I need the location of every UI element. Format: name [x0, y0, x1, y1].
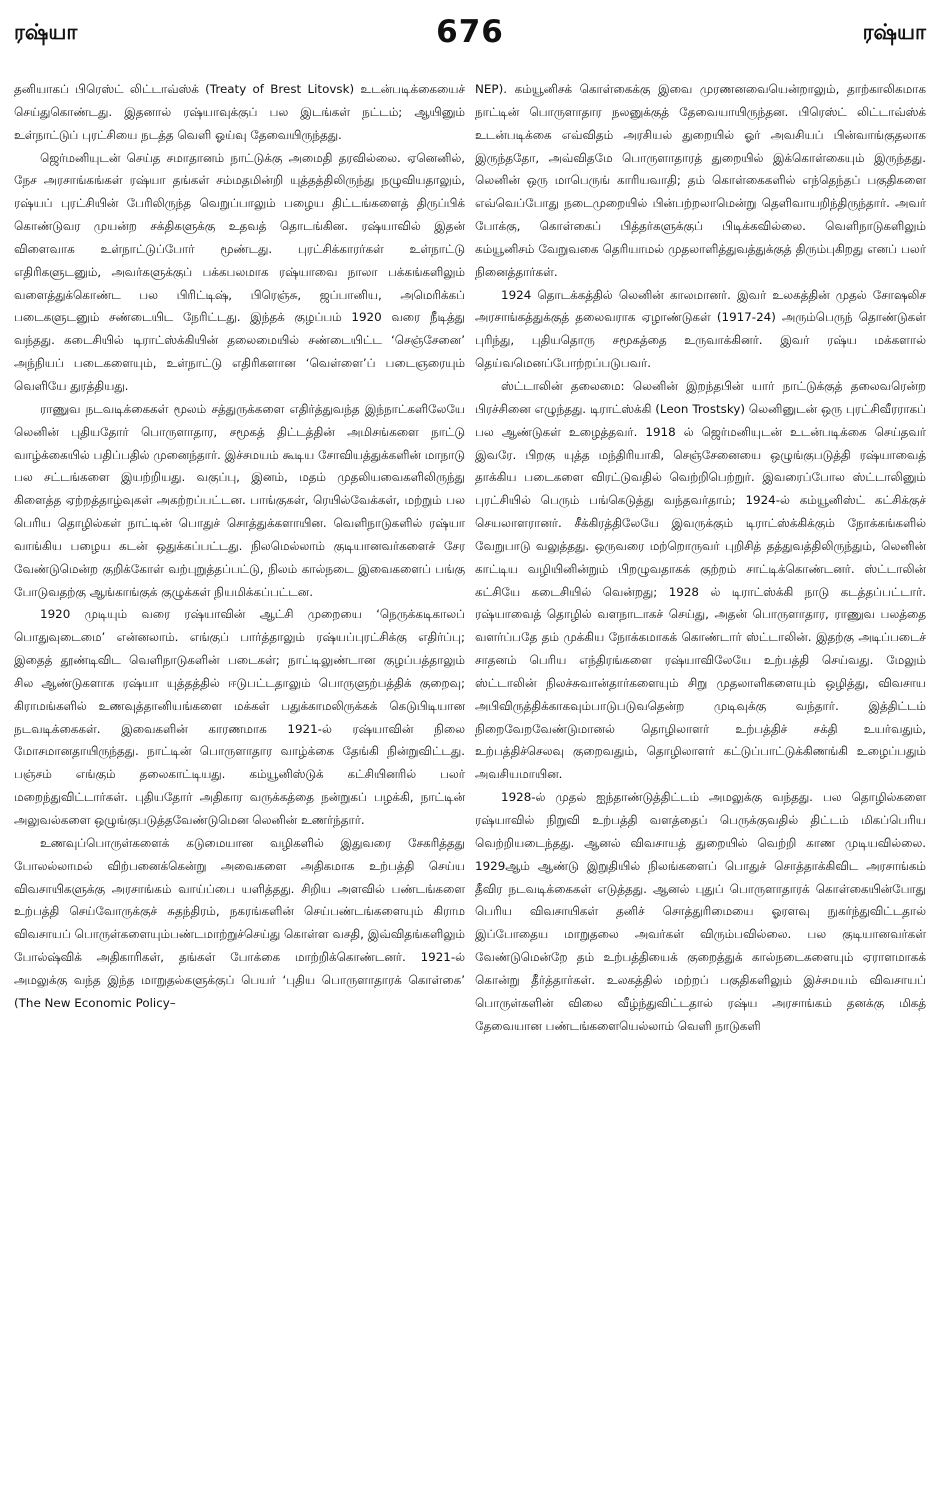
- paragraph: NEP). கம்யூனிசக் கொள்கைக்கு இவை முரணனவையென்றாலும், தாற்காலிகமாக நாட்டின் பொருளாதார நலனுக்குத் தேவையாயிருந்தன. பிரெஸ்ட் லிட்டாவ்ஸ்க் உடன்படிக்கை எவ்விதம் அரசியல் துறையில் ஓர் அவசியப் பின்வாங்குதலாக இருந்ததோ, அவ்விதமே பொருளாதாரத் துறையில் இக்கொள்கையும் இருந்தது. லெனின் ஒரு மாபெருங் காரியவாதி; தம் கொள்கைகளில் எந்தெந்தப் பகுதிகளை எவ்வெப்போது நடைமுறையில் பின்பற்றலாமென்று தெளிவாயறிந்திருந்தார். அவர் போக்கு, கொள்கைப் பித்தர்களுக்குப் பிடிக்கவில்லை. வெளிநாடுகளிலும் கம்யூனிசம் வேறுவகை தெரியாமல் முதலாளித்துவத்துக்குத் திரும்புகிறது எனப் பலர் நினைத்தார்கள்.: [475, 82, 926, 279]
- text-columns: [14, 78, 926, 1483]
- right-column: [475, 78, 926, 1483]
- paragraph: ஜெர்மனியுடன் செய்த சமாதானம் நாட்டுக்கு அமைதி தரவில்லை. ஏனெனில், நேச அரசாங்கங்கள் ரஷ்யா தங்கள் சம்மதமின்றி யுத்தத்திலிருந்து நழுவியதாலும், ரஷ்யப் புரட்சியின் பேரிலிருந்த வெறுப்பாலும் பழைய திட்டங்களைத் திருப்பிக் கொண்டுவர முயன்ற சக்திகளுக்கு உதவத் தொடங்கின. ரஷ்யாவில் இதன் விளைவாக உள்நாட்டுப்போர் மூண்டது. புரட்சிக்காரர்கள் உள்நாட்டு எதிரிகளுடனும், அவர்களுக்குப் பக்கபலமாக ரஷ்யாவை நாலா பக்கங்களிலும் வளைத்துக்கொண்ட பல பிரிட்டிஷ், பிரெஞ்சு, ஜப்பானிய, அமெரிக்கப் படைகளுடனும் சண்டையிட நேரிட்டது. இந்தக் குழப்பம் 1920 வரை நீடித்து வந்தது. கடைசியில் டிராட்ஸ்க்கியின் தலைமையில் சண்டையிட்ட ‘செஞ்சேனை’ அந்நியப் படைகளையும், உள்நாட்டு எதிரிகளான ‘வெள்ளை’ப் படைஞரையும் வெளியே துரத்தியது.: [14, 150, 465, 393]
- page-number: 676: [436, 14, 504, 50]
- paragraph: உணவுப்பொருள்களைக் கடுமையான வழிகளில் இதுவரை சேகரித்தது போலல்லாமல் விற்பனைக்கென்று அவைகளை அதிகமாக உற்பத்தி செய்ய விவசாயிகளுக்கு அரசாங்கம் வாய்ப்பை யளித்தது. சிறிய அளவில் பண்டங்களை உற்பத்தி செய்வோருக்குச் சுதந்திரம், நகரங்களின் செய்பண்டங்களையும் கிராம விவசாயப் பொருள்களையும்பண்டமாற்றுச்செய்து கொள்ள வசதி, இவ்விதங்களிலும் போல்ஷ்விக் அதிகாரிகள், தங்கள் போக்கை மாற்றிக்கொண்டனர். 1921-ல் அமலுக்கு வந்த இந்த மாறுதல்களுக்குப் பெயர் ‘புதிய பொருளாதாரக் கொள்கை’ (The New Economic Policy–: [14, 835, 465, 1010]
- paragraph: ராணுவ நடவடிக்கைகள் மூலம் சத்துருக்களை எதிர்த்துவந்த இந்நாட்களிலேயே லெனின் புதியதோர் பொருளாதார, சமூகத் திட்டத்தின் அமிசங்களை நாட்டு வாழ்க்கையில் பதிப்பதில் முனைந்தார். இச்சமயம் கூடிய சோவியத்துக்களின் மாநாடு பல சட்டங்களை இயற்றியது. வகுப்பு, இனம், மதம் முதலியவைகளிலிருந்து கிளைத்த ஏற்றத்தாழ்வுகள் அகற்றப்பட்டன. பாங்குகள், ரெயில்வேக்கள், மற்றும் பல பெரிய தொழில்கள் நாட்டின் பொதுச் சொத்துக்களாயின. வெளிநாடுகளில் ரஷ்யா வாங்கிய பழைய கடன் ஒதுக்கப்பட்டது. நிலமெல்லாம் குடியானவர்களைச் சேர வேண்டுமென்ற குறிக்கோள் வற்புறுத்தப்பட்டு, நிலம் கால்நடை இவைகளைப் பங்கு போடுவதற்கு ஆங்காங்குக் குழுக்கள் நியமிக்கப்பட்டன.: [14, 401, 465, 599]
- running-head-left: ரஷ்யா: [14, 20, 78, 44]
- page-header: [14, 14, 926, 64]
- running-head-right: ரஷ்யா: [862, 20, 926, 44]
- left-column: [14, 78, 465, 1483]
- paragraph: தனியாகப் பிரெஸ்ட் லிட்டாவ்ஸ்க் (Treaty of Brest Litovsk) உடன்படிக்கையைச் செய்துகொண்டது. இதனால் ரஷ்யாவுக்குப் பல இடங்கள் நட்டம்; ஆயினும் உள்நாட்டுப் புரட்சியை நடத்த வெளி ஓய்வு தேவையிருந்தது.: [14, 82, 465, 142]
- paragraph: ஸ்ட்டாலின் தலைமை: லெனின் இறந்தபின் யார் நாட்டுக்குத் தலைவரென்ற பிரச்சினை எழுந்தது. டிராட்ஸ்க்கி (Leon Trostsky) லெனினுடன் ஒரு புரட்சிவீரராகப் பல ஆண்டுகள் உழைத்தவர். 1918 ல் ஜெர்மனியுடன் உடன்படிக்கை செய்தவர் இவரே. பிறகு யுத்த மந்திரியாகி, செஞ்சேனையை ஒழுங்குபடுத்தி ரஷ்யாவைத் தாக்கிய படைகளை விரட்டுவதில் வெற்றிபெற்றுர். இவரைப்போல ஸ்ட்டாலினும் புரட்சியில் பெரும் பங்கெடுத்து வந்தவர்தாம்; 1924-ல் கம்யூனிஸ்ட் கட்சிக்குச் செயலாளரானர். சீக்கிரத்திலேயே இவருக்கும் டிராட்ஸ்க்கிக்கும் நோக்கங்களில் வேறுபாடு வலுத்தது. ஒருவரை மற்றொருவர் புறிசித் தத்துவத்திலிருந்தும், லெனின் காட்டிய வழியினின்றும் பிறழுவதாகக் குற்றம் சாட்டிக்கொண்டனர். ஸ்ட்டாலின் கட்சியே கடைசியில் வென்றது; 1928 ல் டிராட்ஸ்க்கி நாடு கடத்தப்பட்டார். ரஷ்யாவைத் தொழில் வளநாடாகச் செய்து, அதன் பொருளாதார, ராணுவ பலத்தை வளர்ப்பதே தம் முக்கிய நோக்கமாகக் கொண்டார் ஸ்ட்டாலின். இதற்கு அடிப்படைச் சாதனம் பெரிய எந்திரங்களை ரஷ்யாவிலேயே உற்பத்தி செய்வது. மேலும் ஸ்ட்டாலின் நிலச்சுவான்தார்களையும் சிறு முதலாளிகளையும் ஒழித்து, விவசாய அபிவிருத்திக்காகவும்பாடுபடுவதென்ற முடிவுக்கு வந்தார். இத்திட்டம் நிறைவேறவேண்டுமானல் தொழிலாளர் உற்பத்திச் சக்தி உயர்வதும், உற்பத்திச்செலவு குறைவதும், தொழிலாளர் கட்டுப்பாட்டுக்கிணங்கி உழைப்பதும் அவசியமாயின.: [475, 378, 926, 782]
- paragraph: 1924 தொடக்கத்தில் லெனின் காலமானர். இவர் உலகத்தின் முதல் சோஷலிச அரசாங்கத்துக்குத் தலைவராக ஏழாண்டுகள் (1917-24) அரும்பெருந் தொண்டுகள் புரிந்து, புதியதொரு சமூகத்தை உருவாக்கினர். இவர் ரஷ்ய மக்களால் தெய்வமெனப்போற்றப்படுபவர்.: [475, 287, 926, 371]
- paragraph: 1928-ல் முதல் ஐந்தாண்டுத்திட்டம் அமலுக்கு வந்தது. பல தொழில்களை ரஷ்யாவில் நிறுவி உற்பத்தி வளத்தைப் பெருக்குவதில் திட்டம் மிகப்பெரிய வெற்றியடைந்தது. ஆனல் விவசாயத் துறையில் வெற்றி காண முடியவில்லை. 1929ஆம் ஆண்டு இறுதியில் நிலங்களைப் பொதுச் சொத்தாக்கிவிட அரசாங்கம் தீவிர நடவடிக்கைகள் எடுத்தது. ஆனல் புதுப் பொருளாதாரக் கொள்கையின்போது பெரிய விவசாயிகள் தனிச் சொத்துரிமையை ஓரளவு நுகர்ந்துவிட்டதால் இப்போதைய மாறுதலை அவர்கள் விரும்பவில்லை. பல குடியானவர்கள் வேண்டுமென்றே தம் உற்பத்தியைக் குறைத்துக் கால்நடைகளையும் ஏராளமாகக் கொன்று தீர்த்தார்கள். உலகத்தில் மற்றப் பகுதிகளிலும் இச்சமயம் விவசாயப் பொருள்களின் விலை வீழ்ந்துவிட்டதால் ரஷ்ய அரசாங்கம் தனக்கு மிகத் தேவையான பண்டங்களையெல்லாம் வெளி நாடுகளி: [475, 790, 926, 1033]
- paragraph: 1920 முடியும் வரை ரஷ்யாவின் ஆட்சி முறையை ‘நெருக்கடிகாலப் பொதுவுடைமை’ என்னலாம். எங்குப் பார்த்தாலும் ரஷ்யப்புரட்சிக்கு எதிர்ப்பு; இதைத் தூண்டிவிட வெளிநாடுகளின் படைகள்; நாட்டிலுண்டான குழப்பத்தாலும் சில ஆண்டுகளாக ரஷ்யா யுத்தத்தில் ஈடுபட்டதாலும் பொருளுற்பத்திக் குறைவு; கிராமங்களில் உணவுத்தானியங்களை மக்கள் பதுக்காமலிருக்கக் கெடுபிடியான நடவடிக்கைகள். இவைகளின் காரணமாக 1921-ல் ரஷ்யாவின் நிலை மோசமானதாயிருந்தது. நாட்டின் பொருளாதார வாழ்க்கை தேங்கி நின்றுவிட்டது. பஞ்சம் எங்கும் தலைகாட்டியது. கம்யூனிஸ்டுக் கட்சியினரில் பலர் மறைந்துவிட்டார்கள். புதியதோர் அதிகார வருக்கத்தை நன்றுகப் பழக்கி, நாட்டின் அலுவல்களை ஒழுங்குபடுத்தவேண்டுமென லெனின் உணர்ந்தார்.: [14, 607, 465, 827]
